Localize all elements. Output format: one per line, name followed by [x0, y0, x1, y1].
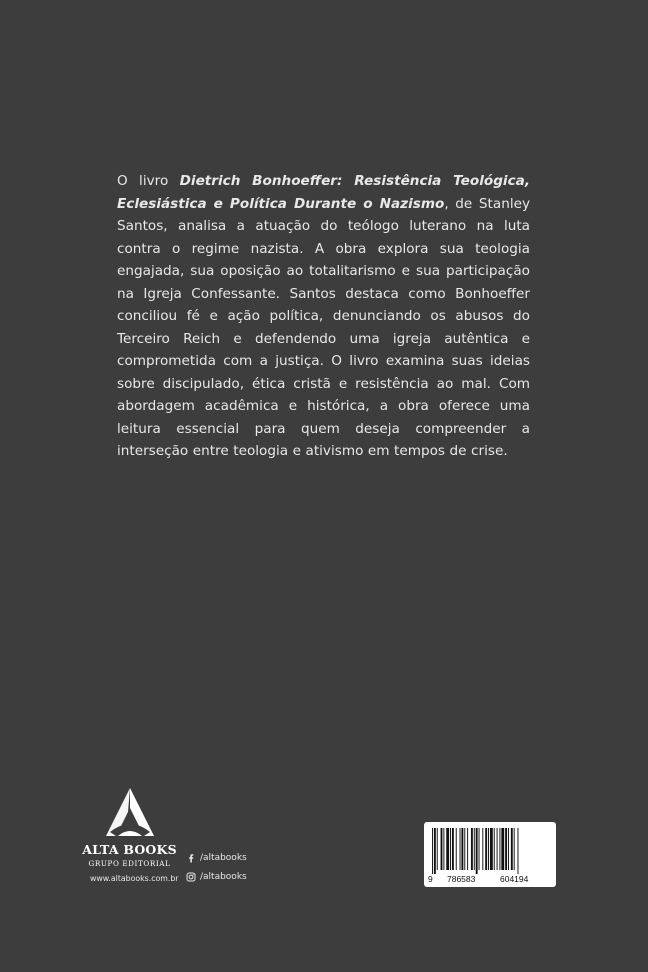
publisher-website[interactable]: www.altabooks.com.br [90, 874, 179, 883]
publisher-subtitle: GRUPO EDITORIAL [88, 859, 171, 868]
isbn-barcode [424, 822, 556, 887]
alta-books-emblem-icon [104, 786, 156, 838]
barcode-bar [464, 828, 465, 870]
barcode-bar [432, 828, 433, 874]
barcode-bar [494, 828, 495, 870]
barcode-bar [511, 828, 513, 870]
back-cover-synopsis [117, 170, 530, 463]
barcode-bar [452, 828, 454, 870]
barcode-bar [474, 828, 475, 870]
barcode-bar [508, 828, 509, 870]
instagram-icon [186, 872, 196, 882]
barcode-group-1: 786583 [447, 874, 476, 884]
facebook-link[interactable] [186, 853, 247, 863]
barcode-bar [467, 828, 468, 870]
barcode-bar [518, 828, 519, 874]
barcode-bar [460, 828, 461, 870]
instagram-handle: /altabooks [200, 872, 247, 882]
publisher-name: ALTA BOOKS [82, 842, 177, 857]
barcode-bar [437, 828, 438, 870]
instagram-link[interactable] [186, 872, 247, 882]
barcode-bar [497, 828, 498, 870]
facebook-icon [186, 853, 196, 863]
barcode-bar [485, 828, 487, 870]
barcode-bar [446, 828, 449, 870]
barcode-bar [441, 828, 443, 870]
book-title: Dietrich Bonhoeffer: Resistência Teológica, Eclesiástica e Política Durante o Nazismo [117, 173, 530, 212]
barcode-bars [430, 828, 550, 874]
synopsis-body: , de Stanley Santos, analisa a atuação do teólogo luterano na luta contra o regime nazista. A obra explora sua teologia engajada, sua oposição ao totalitarismo e sua participação na Igreja Confessante. Santos destaca como Bonhoeffer conciliou fé e ação política, denunciando os abusos do Terceiro Reich e defendendo uma igreja autêntica e comprometida com a justiça. O livro examina suas ideias sobre discipulado, ética cristã e resistência ao mal. Com abordagem acadêmica e histórica, a obra oferece uma leitura essencial para quem deseja compreender a interseção entre teologia e ativismo em tempos de crise. [117, 195, 530, 459]
barcode-bar [461, 828, 463, 870]
barcode-bar [482, 828, 483, 870]
barcode-bar [499, 828, 500, 870]
barcode-bar [434, 828, 436, 874]
barcode-bar [490, 828, 493, 870]
barcode-first-digit: 9 [428, 874, 433, 884]
synopsis-intro: O livro [117, 173, 180, 189]
publisher-logo [82, 786, 177, 868]
barcode-bar [505, 828, 507, 870]
barcode-group-2: 604194 [500, 874, 529, 884]
facebook-handle: /altabooks [200, 853, 247, 863]
barcode-bar [471, 828, 473, 870]
barcode-bar [488, 828, 489, 870]
barcode-bar [443, 828, 444, 870]
barcode-bar [479, 828, 480, 870]
barcode-bar [450, 828, 451, 870]
barcode-bar [514, 828, 515, 870]
barcode-bar [476, 828, 478, 874]
barcode-bar [501, 828, 504, 870]
barcode-bar [456, 828, 457, 870]
